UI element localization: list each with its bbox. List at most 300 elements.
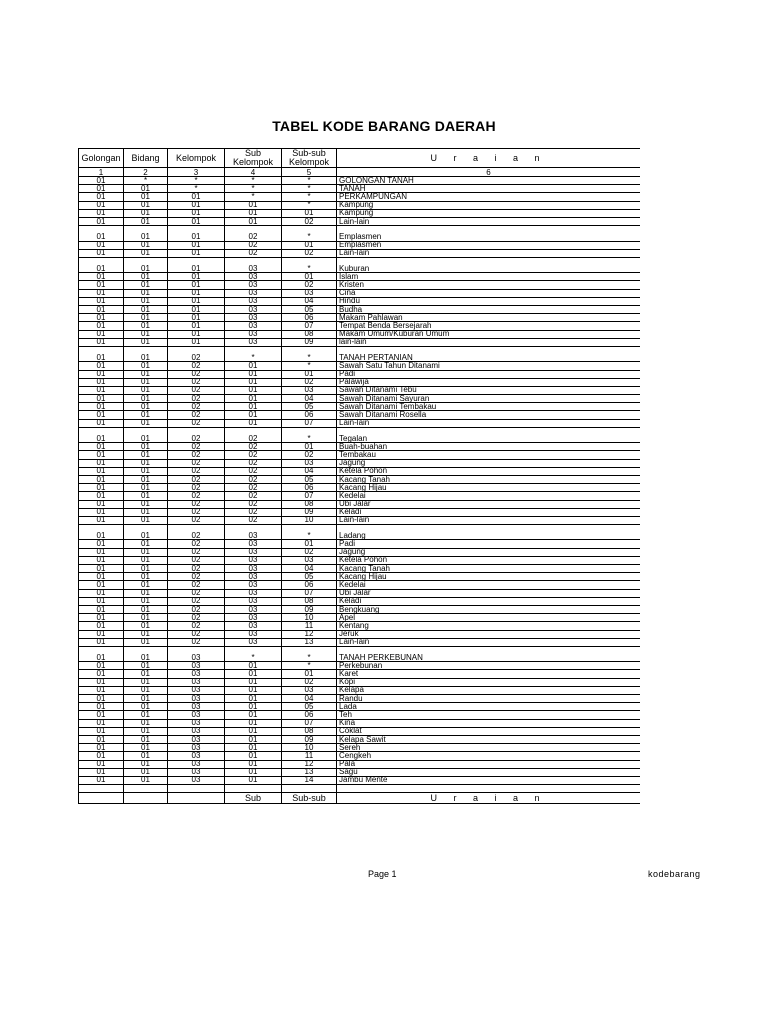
cell-sub-kelompok: 01: [225, 711, 282, 719]
cell-sub-kelompok: 01: [225, 768, 282, 776]
cell-kelompok: 03: [168, 678, 225, 686]
cell-golongan: [79, 646, 124, 654]
cell-subsub-kelompok: 05: [282, 475, 337, 483]
cell-uraian: Jambu Mente: [337, 776, 641, 784]
cell-golongan: 01: [79, 354, 124, 362]
table-row: [79, 670, 641, 678]
cell-sub-kelompok: 01: [225, 727, 282, 735]
cell-kelompok: [168, 427, 225, 435]
cell-kelompok: 01: [168, 289, 225, 297]
cell-golongan: 01: [79, 654, 124, 662]
cell-sub-kelompok: [225, 525, 282, 533]
cell-kelompok: 02: [168, 605, 225, 613]
cell-sub-kelompok: *: [225, 177, 282, 185]
cell-kelompok: 03: [168, 776, 225, 784]
cell-subsub-kelompok: *: [282, 654, 337, 662]
cell-golongan: 01: [79, 581, 124, 589]
cell-golongan: [79, 257, 124, 265]
cell-golongan: 01: [79, 475, 124, 483]
header-kelompok: Kelompok: [168, 149, 225, 168]
cell-bidang: 01: [124, 403, 168, 411]
cell-golongan: 01: [79, 306, 124, 314]
table-row: [79, 760, 641, 768]
cell-bidang: 01: [124, 484, 168, 492]
table-row: [79, 785, 641, 793]
cell-subsub-kelompok: *: [282, 193, 337, 201]
table-row: [79, 711, 641, 719]
cell-sub-kelompok: 01: [225, 370, 282, 378]
cell-kelompok: 02: [168, 354, 225, 362]
repeat-header-empty: [168, 793, 225, 804]
cell-kelompok: 02: [168, 508, 225, 516]
cell-kelompok: 02: [168, 573, 225, 581]
table-row: [79, 338, 641, 346]
cell-bidang: 01: [124, 443, 168, 451]
cell-sub-kelompok: 01: [225, 695, 282, 703]
cell-bidang: [124, 525, 168, 533]
cell-uraian: Lada: [337, 703, 641, 711]
cell-uraian: Makam Umum/Kuburan Umum: [337, 330, 641, 338]
cell-golongan: 01: [79, 686, 124, 694]
cell-uraian: PERKAMPUNGAN: [337, 193, 641, 201]
cell-golongan: 01: [79, 508, 124, 516]
cell-subsub-kelompok: 11: [282, 622, 337, 630]
cell-kelompok: [168, 257, 225, 265]
cell-golongan: 01: [79, 548, 124, 556]
table-row: [79, 289, 641, 297]
cell-bidang: 01: [124, 362, 168, 370]
cell-subsub-kelompok: 06: [282, 711, 337, 719]
cell-golongan: 01: [79, 711, 124, 719]
cell-kelompok: 02: [168, 443, 225, 451]
cell-subsub-kelompok: 12: [282, 760, 337, 768]
cell-subsub-kelompok: [282, 346, 337, 354]
cell-kelompok: 02: [168, 556, 225, 564]
table-row: [79, 589, 641, 597]
cell-sub-kelompok: 01: [225, 386, 282, 394]
cell-golongan: 01: [79, 589, 124, 597]
table-row: [79, 386, 641, 394]
cell-uraian: Teh: [337, 711, 641, 719]
cell-uraian: Ubi Jalar: [337, 500, 641, 508]
cell-kelompok: [168, 346, 225, 354]
cell-golongan: 01: [79, 273, 124, 281]
table-row: [79, 695, 641, 703]
cell-subsub-kelompok: 03: [282, 386, 337, 394]
cell-bidang: 01: [124, 459, 168, 467]
cell-golongan: 01: [79, 403, 124, 411]
cell-subsub-kelompok: 02: [282, 548, 337, 556]
cell-sub-kelompok: 03: [225, 314, 282, 322]
repeat-header-empty: [124, 793, 168, 804]
cell-uraian: Sawah Ditanami Rosella: [337, 411, 641, 419]
cell-golongan: 01: [79, 241, 124, 249]
cell-golongan: 01: [79, 281, 124, 289]
cell-uraian: TANAH PERTANIAN: [337, 354, 641, 362]
cell-sub-kelompok: 02: [225, 484, 282, 492]
cell-uraian: Lain-lain: [337, 419, 641, 427]
cell-kelompok: [168, 226, 225, 234]
cell-bidang: 01: [124, 354, 168, 362]
cell-uraian: Karet: [337, 670, 641, 678]
cell-sub-kelompok: 03: [225, 622, 282, 630]
cell-kelompok: 03: [168, 768, 225, 776]
cell-golongan: 01: [79, 678, 124, 686]
cell-golongan: 01: [79, 435, 124, 443]
cell-kelompok: 03: [168, 727, 225, 735]
table-row: [79, 435, 641, 443]
cell-bidang: 01: [124, 233, 168, 241]
cell-sub-kelompok: 01: [225, 378, 282, 386]
cell-subsub-kelompok: 01: [282, 273, 337, 281]
table-row: [79, 752, 641, 760]
table-row: [79, 322, 641, 330]
cell-bidang: 01: [124, 597, 168, 605]
cell-sub-kelompok: 03: [225, 289, 282, 297]
cell-golongan: 01: [79, 177, 124, 185]
cell-uraian: Emplasmen: [337, 233, 641, 241]
cell-subsub-kelompok: 04: [282, 297, 337, 305]
cell-sub-kelompok: 02: [225, 233, 282, 241]
cell-uraian: [337, 226, 641, 234]
cell-subsub-kelompok: *: [282, 185, 337, 193]
cell-kelompok: 01: [168, 209, 225, 217]
table-body: [79, 177, 641, 793]
cell-subsub-kelompok: 02: [282, 249, 337, 257]
table-row: [79, 314, 641, 322]
cell-bidang: [124, 346, 168, 354]
cell-golongan: 01: [79, 670, 124, 678]
cell-sub-kelompok: 02: [225, 492, 282, 500]
cell-uraian: TANAH: [337, 185, 641, 193]
cell-uraian: Pala: [337, 760, 641, 768]
cell-golongan: 01: [79, 516, 124, 524]
cell-sub-kelompok: 01: [225, 411, 282, 419]
cell-uraian: Sawah Ditanami Sayuran: [337, 395, 641, 403]
cell-kelompok: 02: [168, 403, 225, 411]
cell-sub-kelompok: 01: [225, 362, 282, 370]
cell-bidang: 01: [124, 217, 168, 225]
cell-golongan: 01: [79, 395, 124, 403]
cell-uraian: Kopi: [337, 678, 641, 686]
cell-uraian: [337, 525, 641, 533]
cell-uraian: Lain-lain: [337, 638, 641, 646]
table-row: [79, 370, 641, 378]
header-subsub-kelompok: Sub-sub Kelompok: [282, 149, 337, 168]
cell-subsub-kelompok: 03: [282, 556, 337, 564]
cell-golongan: 01: [79, 467, 124, 475]
table-row: [79, 451, 641, 459]
cell-kelompok: 02: [168, 451, 225, 459]
cell-golongan: 01: [79, 322, 124, 330]
cell-subsub-kelompok: 02: [282, 451, 337, 459]
cell-sub-kelompok: [225, 346, 282, 354]
cell-subsub-kelompok: 04: [282, 467, 337, 475]
table-row: [79, 459, 641, 467]
cell-sub-kelompok: 03: [225, 614, 282, 622]
table-row: [79, 354, 641, 362]
cell-sub-kelompok: 03: [225, 573, 282, 581]
table-row: [79, 362, 641, 370]
page-number: Page 1: [368, 869, 397, 879]
table-row: [79, 249, 641, 257]
cell-subsub-kelompok: 08: [282, 330, 337, 338]
cell-uraian: [337, 346, 641, 354]
cell-subsub-kelompok: *: [282, 362, 337, 370]
cell-kelompok: 02: [168, 492, 225, 500]
cell-kelompok: 02: [168, 411, 225, 419]
cell-subsub-kelompok: 09: [282, 338, 337, 346]
cell-subsub-kelompok: 07: [282, 322, 337, 330]
cell-bidang: 01: [124, 548, 168, 556]
cell-uraian: Sawah Satu Tahun Ditanami: [337, 362, 641, 370]
repeat-header-row: [79, 793, 641, 804]
cell-kelompok: 02: [168, 459, 225, 467]
cell-bidang: 01: [124, 752, 168, 760]
cell-bidang: [124, 646, 168, 654]
cell-golongan: 01: [79, 419, 124, 427]
cell-golongan: 01: [79, 500, 124, 508]
cell-golongan: 01: [79, 411, 124, 419]
cell-sub-kelompok: [225, 646, 282, 654]
cell-sub-kelompok: 03: [225, 330, 282, 338]
cell-kelompok: 02: [168, 614, 225, 622]
column-number: 4: [225, 168, 282, 177]
repeat-header-empty: [79, 793, 124, 804]
cell-subsub-kelompok: 02: [282, 217, 337, 225]
cell-uraian: Kedelai: [337, 492, 641, 500]
cell-bidang: 01: [124, 322, 168, 330]
cell-bidang: 01: [124, 711, 168, 719]
cell-kelompok: 01: [168, 249, 225, 257]
cell-sub-kelompok: 02: [225, 467, 282, 475]
cell-subsub-kelompok: 04: [282, 695, 337, 703]
table-row: [79, 226, 641, 234]
column-number: 3: [168, 168, 225, 177]
cell-subsub-kelompok: 13: [282, 768, 337, 776]
cell-uraian: Randu: [337, 695, 641, 703]
cell-kelompok: 02: [168, 638, 225, 646]
cell-uraian: Tempat Benda Bersejarah: [337, 322, 641, 330]
cell-kelompok: 02: [168, 540, 225, 548]
cell-kelompok: 02: [168, 362, 225, 370]
repeat-header-subsub: Sub-sub: [282, 793, 337, 804]
cell-kelompok: 02: [168, 500, 225, 508]
cell-bidang: 01: [124, 686, 168, 694]
cell-kelompok: 02: [168, 386, 225, 394]
cell-bidang: 01: [124, 662, 168, 670]
cell-subsub-kelompok: 05: [282, 703, 337, 711]
cell-uraian: TANAH PERKEBUNAN: [337, 654, 641, 662]
cell-subsub-kelompok: *: [282, 435, 337, 443]
cell-golongan: 01: [79, 193, 124, 201]
table-header-row: [79, 149, 641, 168]
cell-sub-kelompok: 01: [225, 719, 282, 727]
cell-subsub-kelompok: 06: [282, 484, 337, 492]
cell-uraian: Makam Pahlawan: [337, 314, 641, 322]
cell-sub-kelompok: 03: [225, 605, 282, 613]
cell-bidang: 01: [124, 273, 168, 281]
table-row: [79, 241, 641, 249]
table-row: [79, 297, 641, 305]
cell-golongan: [79, 525, 124, 533]
cell-kelompok: 03: [168, 719, 225, 727]
cell-sub-kelompok: [225, 427, 282, 435]
cell-sub-kelompok: 02: [225, 241, 282, 249]
cell-golongan: 01: [79, 719, 124, 727]
cell-sub-kelompok: 01: [225, 419, 282, 427]
table-row: [79, 484, 641, 492]
cell-kelompok: 01: [168, 241, 225, 249]
cell-golongan: 01: [79, 338, 124, 346]
page-title: TABEL KODE BARANG DAERAH: [272, 118, 496, 134]
cell-kelompok: 01: [168, 306, 225, 314]
table-row: [79, 419, 641, 427]
cell-bidang: 01: [124, 670, 168, 678]
cell-bidang: 01: [124, 201, 168, 209]
table-row: [79, 662, 641, 670]
cell-kelompok: 03: [168, 662, 225, 670]
cell-golongan: 01: [79, 185, 124, 193]
table-row: [79, 306, 641, 314]
cell-uraian: Lain-lain: [337, 217, 641, 225]
cell-uraian: Padi: [337, 370, 641, 378]
cell-sub-kelompok: 01: [225, 735, 282, 743]
column-number: 2: [124, 168, 168, 177]
cell-golongan: 01: [79, 330, 124, 338]
table-row: [79, 257, 641, 265]
cell-golongan: [79, 785, 124, 793]
table-row: [79, 646, 641, 654]
cell-sub-kelompok: 01: [225, 403, 282, 411]
table-row: [79, 177, 641, 185]
cell-uraian: Islam: [337, 273, 641, 281]
cell-sub-kelompok: 01: [225, 209, 282, 217]
table-row: [79, 378, 641, 386]
cell-subsub-kelompok: 14: [282, 776, 337, 784]
cell-kelompok: 03: [168, 744, 225, 752]
cell-sub-kelompok: 02: [225, 459, 282, 467]
cell-kelompok: 02: [168, 597, 225, 605]
table-row: [79, 727, 641, 735]
cell-subsub-kelompok: 06: [282, 581, 337, 589]
cell-subsub-kelompok: 12: [282, 630, 337, 638]
cell-subsub-kelompok: 07: [282, 419, 337, 427]
repeat-header-uraian: U r a i a n: [337, 793, 641, 804]
cell-sub-kelompok: 03: [225, 638, 282, 646]
cell-kelompok: 02: [168, 548, 225, 556]
table-row: [79, 193, 641, 201]
repeat-header-sub: Sub: [225, 793, 282, 804]
cell-subsub-kelompok: 06: [282, 411, 337, 419]
cell-sub-kelompok: 01: [225, 744, 282, 752]
cell-kelompok: 01: [168, 314, 225, 322]
cell-subsub-kelompok: 10: [282, 516, 337, 524]
cell-golongan: 01: [79, 492, 124, 500]
cell-golongan: 01: [79, 556, 124, 564]
cell-subsub-kelompok: 05: [282, 306, 337, 314]
cell-kelompok: 01: [168, 233, 225, 241]
cell-subsub-kelompok: 03: [282, 686, 337, 694]
cell-bidang: 01: [124, 703, 168, 711]
cell-uraian: Apel: [337, 614, 641, 622]
cell-subsub-kelompok: [282, 646, 337, 654]
cell-bidang: 01: [124, 475, 168, 483]
cell-uraian: Coklat: [337, 727, 641, 735]
cell-bidang: 01: [124, 500, 168, 508]
cell-subsub-kelompok: 02: [282, 378, 337, 386]
table-row: [79, 614, 641, 622]
cell-golongan: 01: [79, 386, 124, 394]
cell-uraian: Ladang: [337, 532, 641, 540]
cell-kelompok: 02: [168, 516, 225, 524]
cell-sub-kelompok: [225, 226, 282, 234]
cell-sub-kelompok: *: [225, 654, 282, 662]
table-row: [79, 273, 641, 281]
cell-bidang: 01: [124, 370, 168, 378]
cell-subsub-kelompok: 08: [282, 500, 337, 508]
table-row: [79, 540, 641, 548]
cell-subsub-kelompok: 01: [282, 670, 337, 678]
cell-sub-kelompok: 03: [225, 273, 282, 281]
cell-sub-kelompok: 01: [225, 776, 282, 784]
cell-subsub-kelompok: 13: [282, 638, 337, 646]
cell-kelompok: 02: [168, 565, 225, 573]
cell-bidang: 01: [124, 451, 168, 459]
cell-uraian: Palawija: [337, 378, 641, 386]
cell-bidang: 01: [124, 378, 168, 386]
cell-uraian: Sagu: [337, 768, 641, 776]
header-uraian: U r a i a n: [337, 149, 641, 168]
cell-subsub-kelompok: *: [282, 662, 337, 670]
cell-kelompok: 02: [168, 475, 225, 483]
cell-sub-kelompok: 02: [225, 443, 282, 451]
cell-subsub-kelompok: [282, 427, 337, 435]
cell-uraian: Kacang Hijau: [337, 484, 641, 492]
cell-bidang: 01: [124, 581, 168, 589]
cell-golongan: [79, 346, 124, 354]
table-row: [79, 654, 641, 662]
cell-kelompok: 02: [168, 532, 225, 540]
table-row: [79, 744, 641, 752]
cell-bidang: 01: [124, 314, 168, 322]
cell-sub-kelompok: 01: [225, 662, 282, 670]
cell-golongan: 01: [79, 638, 124, 646]
cell-subsub-kelompok: 03: [282, 459, 337, 467]
table-row: [79, 265, 641, 273]
column-number: 6: [337, 168, 641, 177]
cell-subsub-kelompok: *: [282, 532, 337, 540]
cell-bidang: 01: [124, 467, 168, 475]
cell-bidang: 01: [124, 330, 168, 338]
cell-bidang: [124, 226, 168, 234]
cell-bidang: 01: [124, 678, 168, 686]
sheet-name: kodebarang: [648, 869, 701, 879]
cell-golongan: 01: [79, 451, 124, 459]
cell-kelompok: *: [168, 177, 225, 185]
table-row: [79, 776, 641, 784]
cell-kelompok: 01: [168, 273, 225, 281]
cell-golongan: 01: [79, 249, 124, 257]
table-row: [79, 573, 641, 581]
cell-bidang: 01: [124, 386, 168, 394]
cell-subsub-kelompok: 05: [282, 403, 337, 411]
cell-uraian: Hindu: [337, 297, 641, 305]
cell-sub-kelompok: 02: [225, 451, 282, 459]
cell-golongan: 01: [79, 735, 124, 743]
cell-subsub-kelompok: 01: [282, 209, 337, 217]
cell-golongan: 01: [79, 695, 124, 703]
